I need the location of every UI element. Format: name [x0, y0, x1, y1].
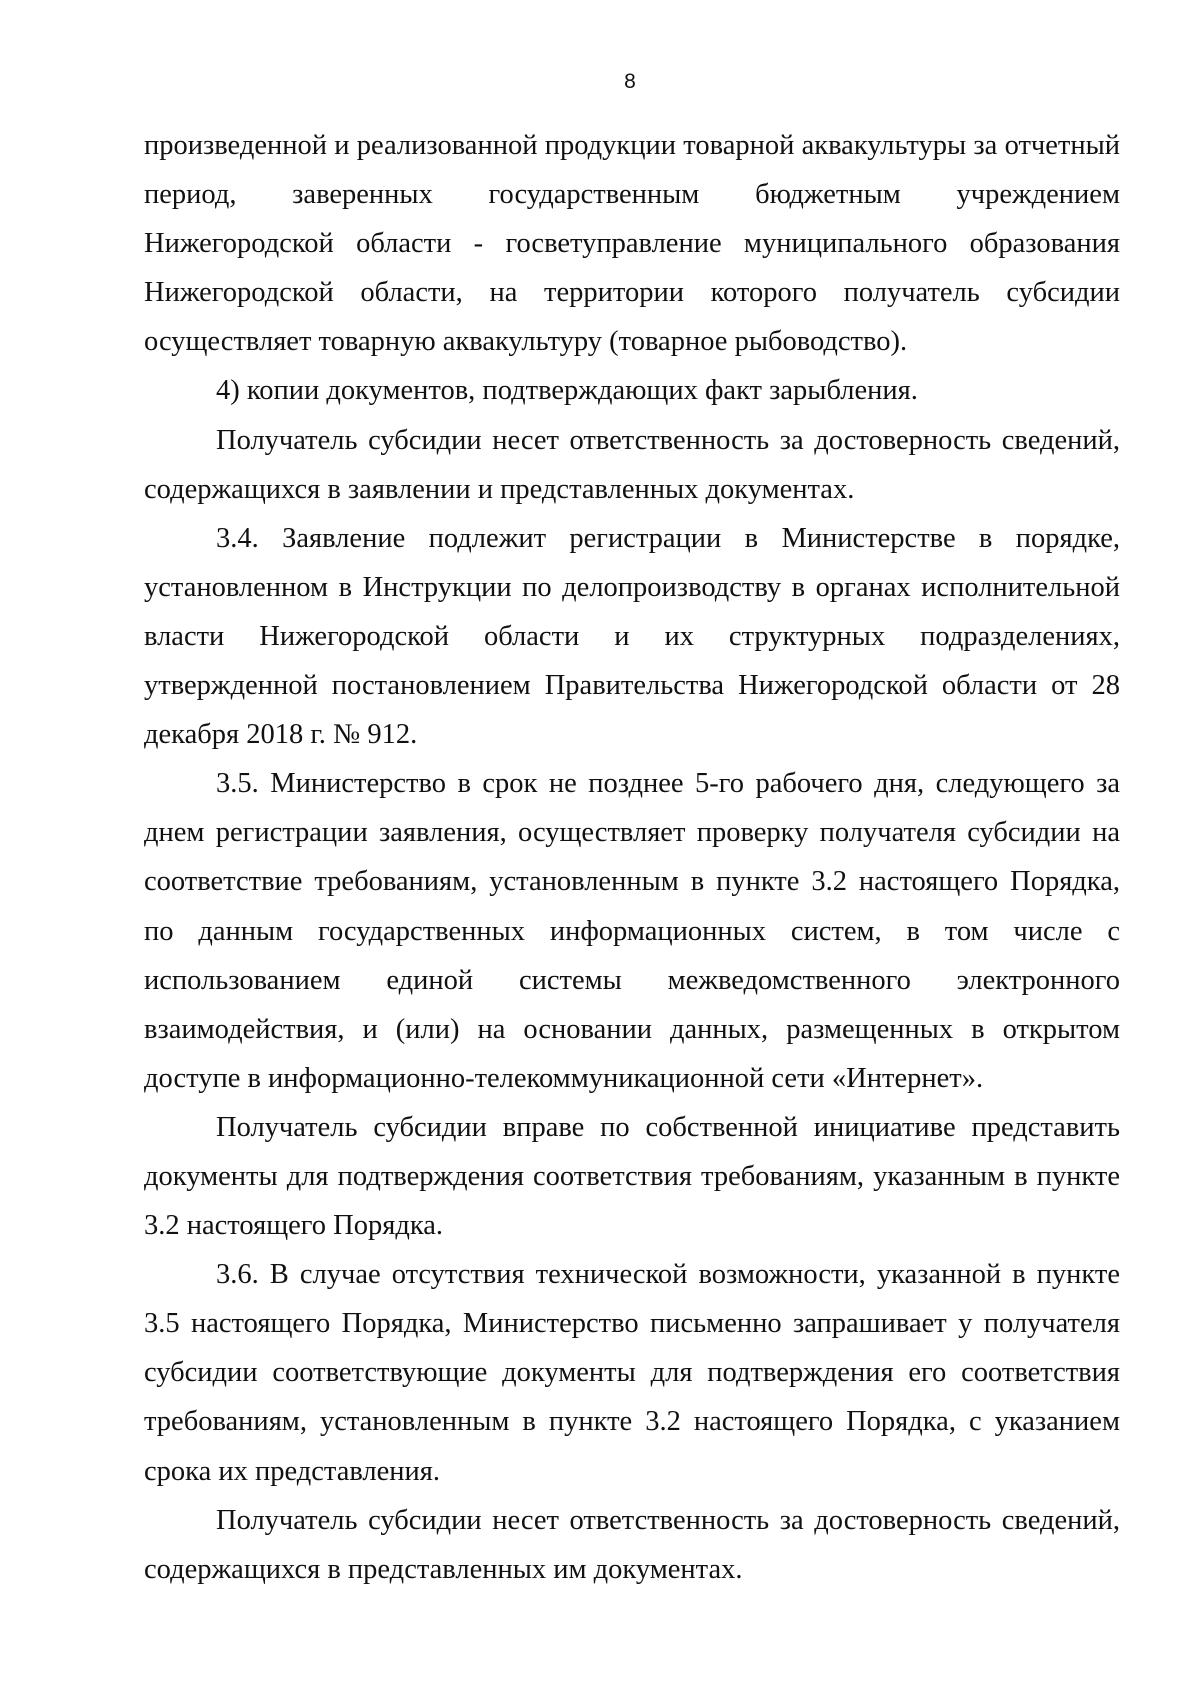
paragraph-responsibility-application: Получатель субсидии несет ответственность за достоверность сведений, содержащихся в заявлении и представленных документах.: [144, 424, 1120, 505]
document-body: [144, 121, 1120, 1594]
paragraph-3-6: 3.6. В случае отсутствия технической возможности, указанной в пункте 3.5 настоящего Порядка, Министерство письменно запрашивает у получателя субсидии соответствующие документы для подтверждения его соответствия требованиям, установленным в пункте 3.2 настоящего Порядка, с указанием срока их представления.: [144, 1259, 1120, 1487]
paragraph-responsibility-documents: Получатель субсидии несет ответственность за достоверность сведений, содержащихся в представленных им документах.: [144, 1504, 1120, 1585]
page-number: 8: [624, 70, 636, 93]
paragraph-continuation: произведенной и реализованной продукции товарной аквакультуры за отчетный период, заверенных государственным бюджетным учреждением Нижегородской области - госветуправление муниципального образования Нижегородской области, на территории которого получатель субсидии осуществляет товарную аквакультуру (товарное рыбоводство).: [144, 130, 1120, 358]
paragraph-3-4: 3.4. Заявление подлежит регистрации в Министерстве в порядке, установленном в Инструкции по делопроизводству в органах исполнительной власти Нижегородской области и их структурных подразделениях, утвержденной постановлением Правительства Нижегородской области от 28 декабря 2018 г. № 912.: [144, 522, 1120, 751]
paragraph-3-5: 3.5. Министерство в срок не позднее 5-го рабочего дня, следующего за днем регистрации заявления, осуществляет проверку получателя субсидии на соответствие требованиям, установленным в пункте 3.2 настоящего Порядка, по данным государственных информационных систем, в том числе с использованием единой системы межведомственного электронного взаимодействия, и (или) на основании данных, размещенных в открытом доступе в информационно-телекоммуникационной сети «Интернет».: [144, 768, 1120, 1094]
paragraph-item-4: 4) копии документов, подтверждающих факт зарыбления.: [216, 375, 918, 407]
paragraph-own-initiative: Получатель субсидии вправе по собственной инициативе представить документы для подтверждения соответствия требованиям, указанным в пункте 3.2 настоящего Порядка.: [144, 1111, 1120, 1242]
